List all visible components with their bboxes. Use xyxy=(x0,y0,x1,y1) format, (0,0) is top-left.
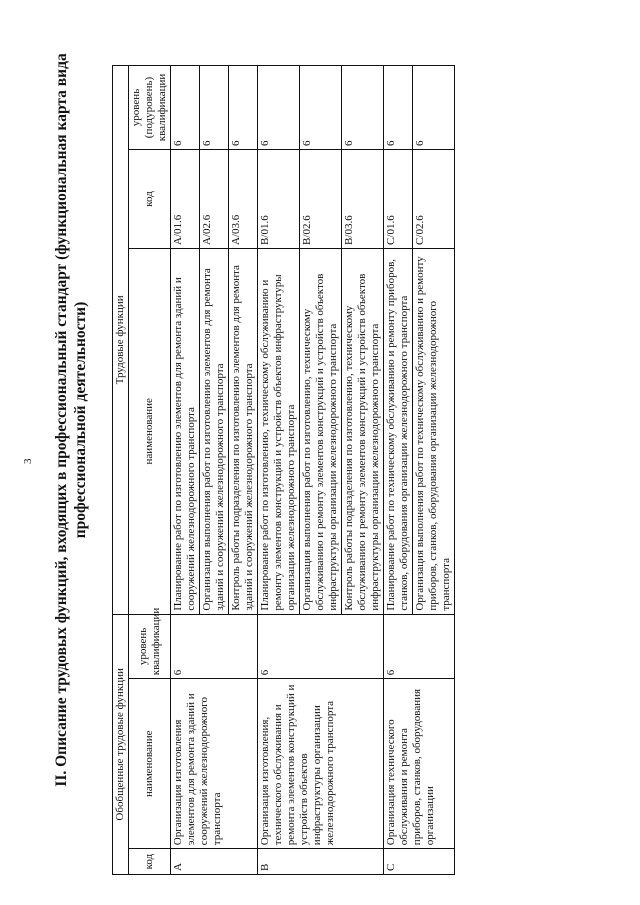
table-row xyxy=(258,66,300,875)
function-name: Планирование работ по изготовлению, техническому обслуживанию и ремонту элементов конструкций и устройств объектов инфраструктуры организации железнодорожного транспорта xyxy=(258,248,300,614)
group-level: 6 xyxy=(384,614,455,679)
function-level: 6 xyxy=(342,66,384,150)
group-name: Организация технического обслуживания и ремонта приборов, станков, оборудования организации xyxy=(384,679,455,849)
group-code: B xyxy=(258,849,384,875)
group-level: 6 xyxy=(258,614,384,679)
function-name: Организация выполнения работ по изготовлению элементов для ремонта зданий и сооружений железнодорожного транспорта xyxy=(200,248,229,614)
function-name: Организация выполнения работ по изготовлению, техническому обслуживанию и ремонту элементов конструкций и устройств объектов инфраструктуры организации железнодорожного транспорта xyxy=(300,248,342,614)
page-title: II. Описание трудовых функций, входящих в профессиональный стандарт (функциональная карта вида профессиональной деятельности) xyxy=(53,53,89,787)
function-code: C/02.6 xyxy=(413,149,455,248)
generalized-functions-header: Обобщенные трудовые функции xyxy=(113,614,129,874)
labor-functions-header: Трудовые функции xyxy=(113,66,129,615)
table-row xyxy=(384,66,413,875)
function-level: 6 xyxy=(413,66,455,150)
function-name: Организация выполнения работ по техническому обслуживанию и ремонту приборов, станков, оборудования организации железнодорожного транспорта xyxy=(413,248,455,614)
group-name: Организация изготовления элементов для ремонта зданий и сооружений железнодорожного транспорта xyxy=(171,679,258,849)
col-header-function-level: уровень (подуровень) квалификации xyxy=(129,66,171,150)
function-name: Планирование работ по техническому обслуживанию и ремонту приборов, станков, оборудования организации железнодорожного транспорта xyxy=(384,248,413,614)
page-number: 3 xyxy=(22,458,34,464)
function-code: B/01.6 xyxy=(258,149,300,248)
function-code: A/01.6 xyxy=(171,149,200,248)
function-level: 6 xyxy=(171,66,200,150)
functional-map-table xyxy=(112,65,455,875)
table-column-header-row xyxy=(129,66,171,875)
group-level: 6 xyxy=(171,614,258,679)
col-header-function-code: код xyxy=(129,149,171,248)
group-code: A xyxy=(171,849,258,875)
col-header-function-name: наименование xyxy=(129,248,171,614)
function-code: B/03.6 xyxy=(342,149,384,248)
col-header-code: код xyxy=(129,849,171,875)
function-level: 6 xyxy=(200,66,229,150)
function-name: Планирование работ по изготовлению элементов для ремонта зданий и сооружений железнодорожного транспорта xyxy=(171,248,200,614)
function-level: 6 xyxy=(229,66,258,150)
function-level: 6 xyxy=(384,66,413,150)
function-level: 6 xyxy=(258,66,300,150)
function-code: B/02.6 xyxy=(300,149,342,248)
function-code: C/01.6 xyxy=(384,149,413,248)
function-level: 6 xyxy=(300,66,342,150)
function-code: A/03.6 xyxy=(229,149,258,248)
table-group-header-row xyxy=(113,66,129,875)
table-row xyxy=(171,66,200,875)
group-code: C xyxy=(384,849,455,875)
group-name: Организация изготовления, технического обслуживания и ремонта элементов конструкций и устройств объектов инфраструктуры организации железнодорожного транспорта xyxy=(258,679,384,849)
function-name: Контроль работы подразделения по изготовлению, техническому обслуживанию и ремонту элементов конструкций и устройств объектов инфраструктуры организации железнодорожного транспорта xyxy=(342,248,384,614)
function-name: Контроль работы подразделения по изготовлению элементов для ремонта зданий и сооружений железнодорожного транспорта xyxy=(229,248,258,614)
function-code: A/02.6 xyxy=(200,149,229,248)
col-header-level: уровень квалификации xyxy=(129,614,171,679)
col-header-name: наименование xyxy=(129,679,171,849)
